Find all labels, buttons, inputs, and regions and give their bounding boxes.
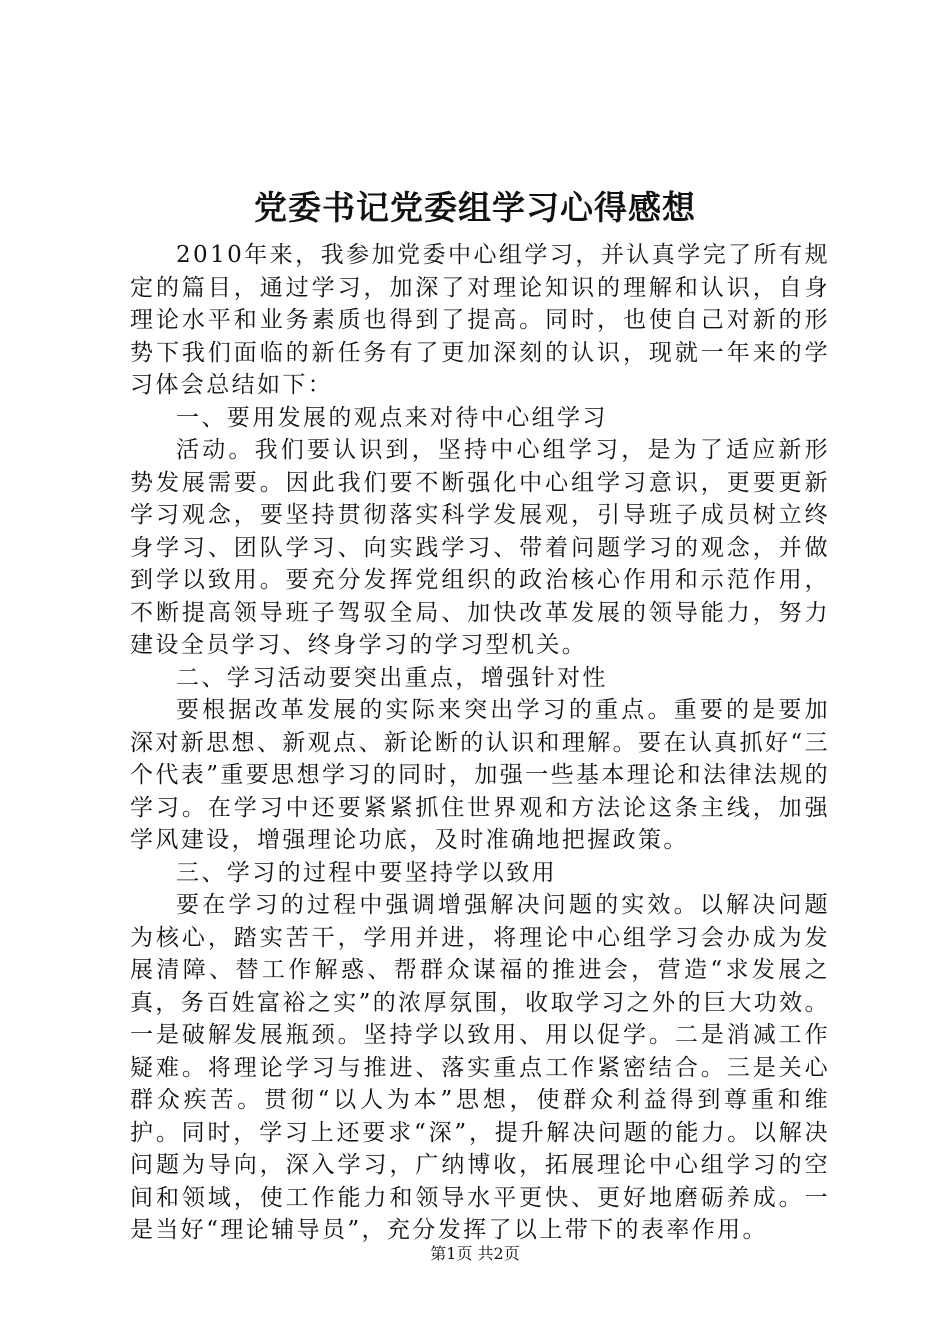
document-body	[130, 239, 830, 1247]
page-footer: 第1页 共2页	[430, 1244, 520, 1263]
section-heading-1: 一、要用发展的观点来对待中心组学习	[176, 404, 608, 431]
section-paragraph-2: 要根据改革发展的实际来突出学习的重点。重要的是要加深对新思想、新观点、新论断的认识和理解。要在认真抓好“三个代表”重要思想学习的同时，加强一些基本理论和法律法规的学习。在学习中还要紧紧抓住世界观和方法论这条主线，加强学风建设，增强理论功底，及时准确地把握政策。	[130, 697, 830, 853]
section-heading-2: 二、学习活动要突出重点，增强针对性	[176, 664, 608, 691]
document-title: 党委书记党委组学习心得感想	[254, 188, 696, 227]
section-heading-3: 三、学习的过程中要坚持学以致用	[176, 859, 557, 886]
section-paragraph-3: 要在学习的过程中强调增强解决问题的实效。以解决问题为核心，踏实苦干，学用并进，将理论中心组学习会办成为发展清障、替工作解惑、帮群众谋福的推进会，营造“求发展之真，务百姓富裕之实”的浓厚氛围，收取学习之外的巨大功效。一是破解发展瓶颈。坚持学以致用、用以促学。二是消减工作疑难。将理论学习与推进、落实重点工作紧密结合。三是关心群众疾苦。贯彻“以人为本”思想，使群众利益得到尊重和维护。同时，学习上还要求“深”，提升解决问题的能力。以解决问题为导向，深入学习，广纳博收，拓展理论中心组学习的空间和领域，使工作能力和领导水平更快、更好地磨砺养成。一是当好“理论辅导员”，充分发挥了以上带下的表率作用。	[130, 892, 830, 1243]
section-paragraph-1: 活动。我们要认识到，坚持中心组学习，是为了适应新形势发展需要。因此我们要不断强化中心组学习意识，更要更新学习观念，要坚持贯彻落实科学发展观，引导班子成员树立终身学习、团队学习、向实践学习、带着问题学习的观念，并做到学以致用。要充分发挥党组织的政治核心作用和示范作用，不断提高领导班子驾驭全局、加快改革发展的领导能力，努力建设全员学习、终身学习的学习型机关。	[130, 437, 830, 658]
intro-paragraph: 2010年来，我参加党委中心组学习，并认真学完了所有规定的篇目，通过学习，加深了对理论知识的理解和认识，自身理论水平和业务素质也得到了提高。同时，也使自己对新的形势下我们面临的新任务有了更加深刻的认识，现就一年来的学习体会总结如下：	[130, 242, 830, 398]
